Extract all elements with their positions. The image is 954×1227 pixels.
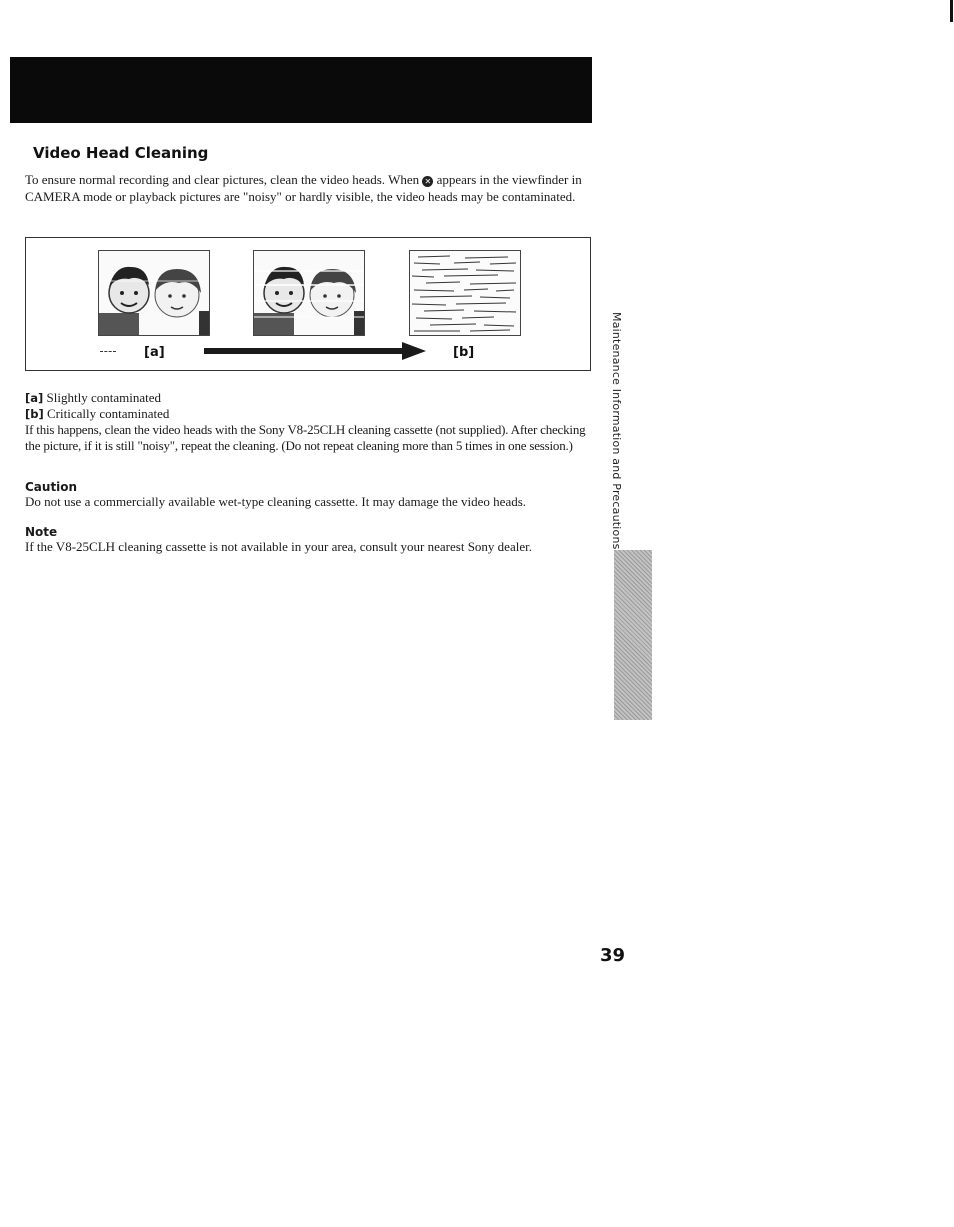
children-photo-icon — [99, 251, 209, 335]
head-contamination-figure — [25, 237, 591, 371]
caution-text: Do not use a commercially available wet-type cleaning cassette. It may damage the video heads. — [25, 494, 527, 509]
intro-text-start: To ensure normal recording and clear pictures, clean the video heads. When — [25, 172, 423, 187]
chapter-side-tab — [610, 312, 632, 550]
note-title: Note — [25, 525, 58, 539]
section-header-bar — [10, 57, 592, 123]
no-cassette-icon: ✕ — [422, 176, 433, 187]
page-edge-mark — [950, 0, 953, 22]
cleaning-instructions: If this happens, clean the video heads with the Sony V8-25CLH cleaning cassette (not supplied). After checking the picture, if it is still "noisy", repeat the cleaning. (Do not repeat cleaning more than 5 times in one session.) — [25, 422, 586, 453]
note-block — [25, 525, 595, 555]
dash-mark — [100, 351, 116, 354]
intro-text-end: appears in the viewfinder in CAMERA mode or playback pictures are "noisy" or hardly visible, the video heads may be contaminated. — [25, 172, 582, 204]
chapter-thumb-tab — [614, 550, 652, 720]
legend-tag-a: [a] — [25, 391, 44, 405]
picture-slightly-contaminated-2 — [253, 250, 365, 336]
figure-label-b: [b] — [453, 345, 475, 360]
figure-label-a: [a] — [144, 345, 165, 360]
legend-text-a: Slightly contaminated — [43, 390, 161, 405]
legend-item-b — [25, 406, 595, 422]
noisy-children-photo-icon — [254, 251, 364, 335]
picture-critically-contaminated — [409, 250, 521, 336]
caution-block — [25, 480, 595, 510]
page-number: 39 — [600, 945, 626, 966]
figure-legend — [25, 390, 595, 453]
caution-title: Caution — [25, 480, 78, 494]
legend-item-a — [25, 390, 595, 406]
picture-slightly-contaminated-1 — [98, 250, 210, 336]
right-arrow-icon — [204, 342, 428, 362]
legend-text-b: Critically contaminated — [43, 406, 170, 421]
noise-screen-icon — [410, 251, 520, 335]
chapter-side-tab-label: Maintenance Information and Precautions — [610, 312, 623, 550]
section-title: Video Head Cleaning — [33, 144, 209, 162]
note-text: If the V8-25CLH cleaning cassette is not available in your area, consult your nearest Sony dealer. — [25, 539, 532, 554]
legend-tag-b: [b] — [25, 407, 44, 421]
intro-paragraph — [25, 172, 585, 205]
